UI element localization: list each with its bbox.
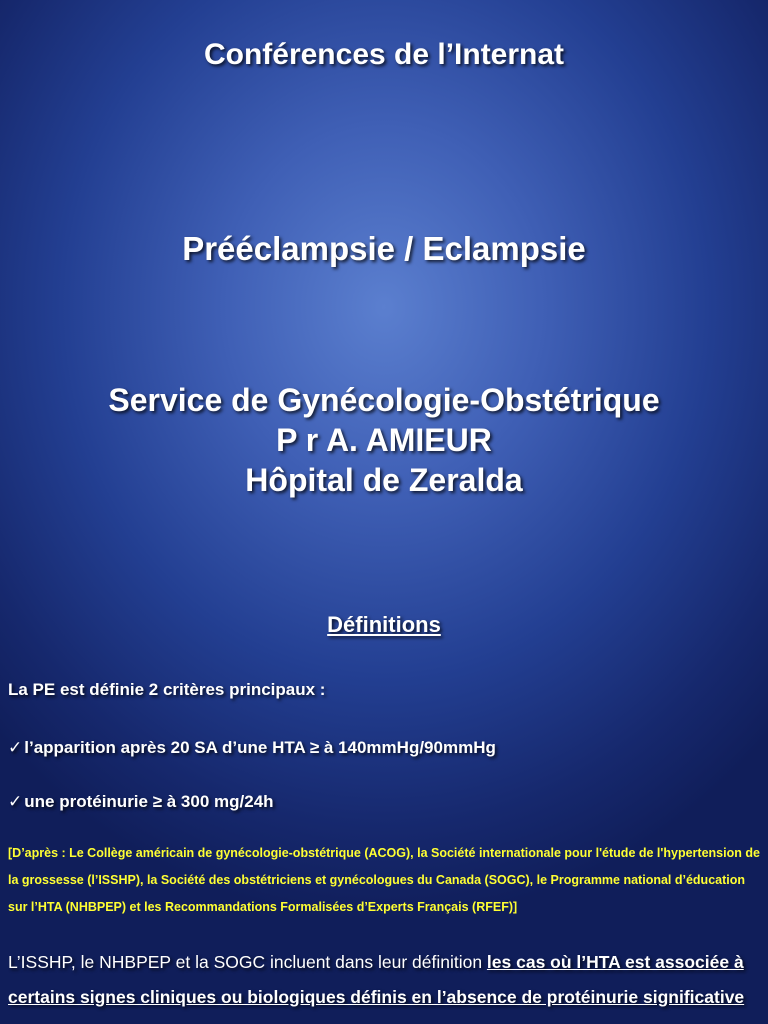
author-block bbox=[0, 380, 768, 500]
checkmark-icon: ✓ bbox=[8, 738, 23, 757]
department-name: Service de Gynécologie-Obstétrique bbox=[108, 382, 660, 418]
definitions-heading: Définitions bbox=[327, 612, 441, 637]
closing-plain-text: L’ISSHP, le NHBPEP et la SOGC incluent dans leur définition bbox=[8, 952, 487, 972]
closing-underlined-text: les cas où l’HTA est associée à certains signes cliniques ou biologiques définis en l’absence de protéinurie significative bbox=[8, 952, 745, 1007]
hospital-name: Hôpital de Zeralda bbox=[245, 462, 523, 498]
conference-title: Conférences de l’Internat bbox=[203, 38, 565, 71]
definition-intro: La PE est définie 2 critères principaux : bbox=[8, 680, 326, 699]
criterion-item bbox=[8, 738, 760, 758]
criterion-text: l’apparition après 20 SA d’une HTA ≥ à 140mmHg/90mmHg bbox=[24, 738, 496, 757]
criterion-text: une protéinurie ≥ à 300 mg/24h bbox=[24, 792, 274, 811]
checkmark-icon: ✓ bbox=[8, 792, 23, 811]
closing-statement bbox=[8, 945, 760, 1015]
professor-name: P r A. AMIEUR bbox=[276, 422, 492, 458]
criterion-item bbox=[8, 792, 760, 812]
main-title: Prééclampsie / Eclampsie bbox=[182, 230, 586, 267]
references-note: [D’après : Le Collège américain de gynécologie-obstétrique (ACOG), la Société internationale pour l'étude de l'hypertension de la grossesse (l’ISSHP), la Société des obstétriciens et gynécologues du Canada (SOGC), le Programme national d’éducation sur l’HTA (NHBPEP) et les Recommandations Formalisées d’Experts Français (RFEF)] bbox=[8, 846, 760, 914]
